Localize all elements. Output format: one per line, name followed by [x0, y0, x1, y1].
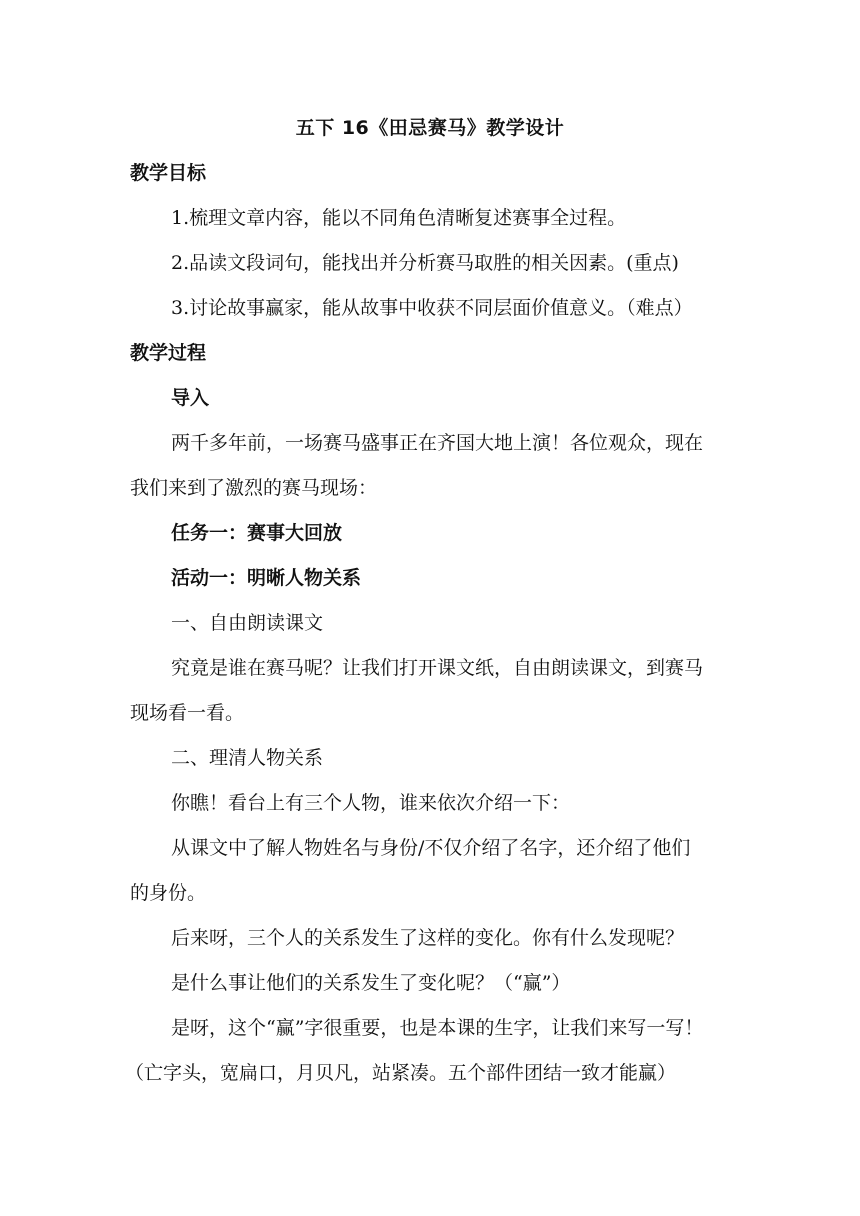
paragraph-1: 你瞧！看台上有三个人物，谁来依次介绍一下：	[171, 792, 571, 814]
step-1-paragraph-line-2: 现场看一看。	[130, 702, 245, 724]
objectives-heading: 教学目标	[130, 162, 207, 184]
objective-2: 2.品读文段词句，能找出并分析赛马取胜的相关因素。(重点)	[171, 252, 679, 274]
paragraph-5-line-1: 是呀，这个“赢”字很重要，也是本课的生字，让我们来写一写！	[171, 1017, 704, 1039]
paragraph-5-line-2: （亡字头，宽扁口，月贝凡，站紧凑。五个部件团结一致才能赢）	[125, 1062, 677, 1084]
document-title: 五下 16《田忌赛马》教学设计	[295, 117, 565, 139]
paragraph-2-line-2: 的身份。	[130, 882, 207, 904]
task-heading: 任务一：赛事大回放	[171, 522, 343, 544]
process-heading: 教学过程	[130, 342, 207, 364]
intro-heading: 导入	[171, 387, 210, 409]
paragraph-4: 是什么事让他们的关系发生了变化呢？（“赢”）	[171, 972, 571, 994]
intro-paragraph-line-1: 两千多年前，一场赛马盛事正在齐国大地上演！各位观众，现在	[171, 432, 704, 454]
paragraph-3: 后来呀，三个人的关系发生了这样的变化。你有什么发现呢？	[171, 927, 685, 949]
step-2-heading: 二、理清人物关系	[171, 747, 324, 769]
intro-paragraph-line-2: 我们来到了激烈的赛马现场：	[130, 477, 378, 499]
objective-3: 3.讨论故事赢家，能从故事中收获不同层面价值意义。（难点）	[171, 297, 693, 319]
activity-heading: 活动一：明晰人物关系	[171, 567, 362, 589]
paragraph-2-line-1: 从课文中了解人物姓名与身份/不仅介绍了名字，还介绍了他们	[171, 837, 691, 859]
step-1-paragraph-line-1: 究竟是谁在赛马呢？让我们打开课文纸，自由朗读课文，到赛马	[171, 657, 704, 679]
objective-1: 1.梳理文章内容，能以不同角色清晰复述赛事全过程。	[171, 207, 627, 229]
step-1-heading: 一、自由朗读课文	[171, 612, 324, 634]
